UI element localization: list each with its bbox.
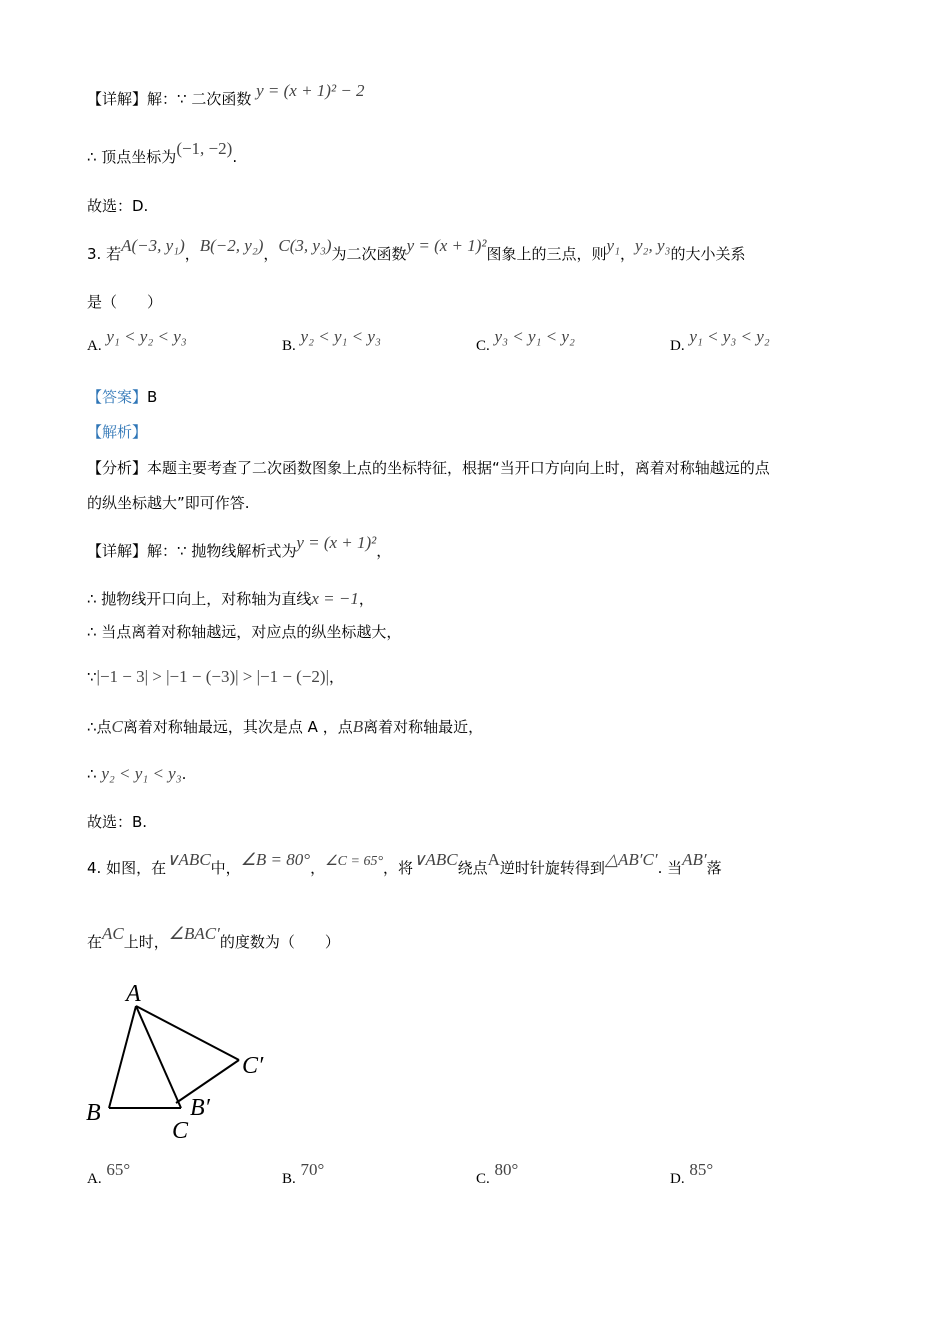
edge-ac-prime	[136, 1006, 239, 1060]
question-number: 4.	[87, 859, 102, 877]
segment-ac: AC	[102, 924, 124, 943]
analyze-label: 【分析】	[87, 459, 148, 477]
stem-text: . 当	[657, 859, 683, 877]
answer-value: B	[147, 388, 158, 406]
q3-option-d[interactable]	[670, 327, 770, 355]
option-label: D.	[670, 338, 685, 354]
q2-choice: 故选：D.	[87, 197, 149, 215]
q4-option-b[interactable]	[282, 1160, 325, 1188]
point-b: B(−2, y₂)	[199, 236, 264, 255]
q3-analyze-line1	[87, 458, 770, 478]
q3-step3	[87, 667, 344, 687]
edge-ab	[109, 1006, 136, 1108]
stem-text: 绕点	[457, 859, 488, 877]
option-math: 85°	[689, 1160, 714, 1179]
q3-step2: ∴ 当点离着对称轴越远，对应点的纵坐标越大，	[87, 623, 402, 641]
question-number: 3.	[87, 245, 102, 263]
q3-option-b[interactable]	[282, 327, 381, 355]
q3-step4	[87, 717, 483, 737]
option-label: D.	[670, 1171, 685, 1187]
label-a: A	[126, 981, 141, 1007]
triangle-ab-prime-c-prime: △AB′C′	[604, 850, 658, 869]
option-math: y₃ < y₁ < y₂	[494, 327, 575, 346]
option-label: B.	[282, 338, 296, 354]
step-text: ∴ 抛物线开口向上，对称轴为直线	[87, 590, 312, 608]
q2-detail-line	[87, 81, 365, 109]
option-math: y₁ < y₃ < y₂	[689, 327, 770, 346]
q4-option-c[interactable]	[476, 1160, 519, 1188]
separator: ，	[329, 668, 345, 686]
q3-stem-line1	[87, 236, 746, 264]
vertex-prefix: ∴ 顶点坐标为	[87, 148, 177, 166]
segment-ab-prime: AB′	[682, 850, 707, 869]
option-math: 80°	[494, 1160, 519, 1179]
option-label: A.	[87, 338, 102, 354]
option-math: y₂ < y₁ < y₃	[300, 327, 381, 346]
detail-label: 【详解】	[87, 90, 148, 108]
angle-b: ∠B = 80°	[240, 850, 311, 869]
q2-vertex-line	[87, 139, 238, 167]
y2-y3: y₂, y₃	[635, 236, 671, 255]
axis-formula: x = −1	[311, 589, 359, 608]
separator: ，	[620, 245, 636, 263]
detail-formula: y = (x + 1)²	[296, 533, 377, 552]
vertex-suffix: .	[232, 148, 238, 166]
point-a: A	[487, 850, 500, 869]
stem-text: 图象上的三点，则	[486, 245, 607, 263]
q4-option-d[interactable]	[670, 1160, 714, 1188]
step-text: 离着对称轴最近，	[363, 718, 484, 736]
y1: y₁	[606, 236, 620, 255]
stem-text: ，将	[383, 859, 414, 877]
separator: ，	[376, 542, 392, 560]
detail-text: 解：∵ 抛物线解析式为	[147, 542, 297, 560]
label-c-prime: C′	[242, 1053, 264, 1079]
angle-c: ∠C = 65°	[325, 854, 384, 869]
stem-text: 中，	[210, 859, 241, 877]
q3-analyze-line2: 的纵坐标越大”即可作答.	[87, 494, 250, 512]
step-text: ∴点	[87, 718, 112, 736]
function-formula: y = (x + 1)² − 2	[256, 81, 365, 100]
because-symbol: ∵	[87, 668, 97, 686]
stem-text: 逆时针旋转得到	[499, 859, 605, 877]
label-c: C	[172, 1118, 189, 1144]
stem-text: 的大小关系	[670, 245, 746, 263]
q3-stem-line2: 是（ ）	[87, 293, 163, 311]
q3-step5	[87, 764, 186, 784]
step-text: 离着对称轴最远，其次是点 A ，点	[122, 718, 353, 736]
angle-bac-prime: ∠BAC′	[168, 924, 220, 943]
label-b: B	[86, 1100, 101, 1126]
stem-text: 落	[706, 859, 722, 877]
distance-comparison: |−1 − 3| > |−1 − (−3)| > |−1 − (−2)|	[96, 667, 329, 686]
option-label: A.	[87, 1171, 102, 1187]
q4-stem-line1	[87, 850, 722, 880]
stem-text: 在	[87, 933, 103, 951]
q4-option-a[interactable]	[87, 1160, 131, 1188]
detail-text: 解：∵ 二次函数	[147, 90, 252, 108]
point-a: A(−3, y₁)	[121, 236, 185, 255]
q3-step1	[87, 589, 374, 609]
stem-text: 为二次函数	[331, 245, 407, 263]
separator: .	[181, 765, 187, 783]
option-math: 70°	[300, 1160, 325, 1179]
option-label: C.	[476, 1171, 490, 1187]
stem-text: 若	[106, 245, 122, 263]
option-label: B.	[282, 1171, 296, 1187]
vertex-coordinate: (−1, −2)	[176, 139, 233, 158]
triangle-abc: ∨ABC	[166, 850, 211, 869]
edge-ac	[136, 1006, 181, 1108]
q3-option-c[interactable]	[476, 327, 575, 355]
separator: ，	[263, 245, 279, 263]
triangle-abc: ∨ABC	[413, 850, 458, 869]
stem-text: 的度数为（ ）	[219, 933, 340, 951]
rotation-figure	[82, 975, 282, 1145]
q3-analysis-label: 【解析】	[87, 423, 148, 441]
analyze-text: 本题主要考查了二次函数图象上点的坐标特征，根据“当开口方向向上时，离着对称轴越远的点	[147, 459, 770, 477]
option-math: y₁ < y₂ < y₃	[106, 327, 187, 346]
q3-detail-line	[87, 533, 392, 561]
point-c: C(3, y₃)	[278, 236, 332, 255]
stem-text: 上时，	[123, 933, 169, 951]
option-math: 65°	[106, 1160, 131, 1179]
label-b-prime: B′	[190, 1095, 210, 1121]
q3-choice: 故选：B.	[87, 813, 148, 831]
q3-option-a[interactable]	[87, 327, 187, 355]
stem-text: ，	[310, 859, 326, 877]
point-c-label: C	[111, 717, 123, 736]
answer-label: 【答案】	[87, 388, 148, 406]
function-formula: y = (x + 1)²	[406, 236, 487, 255]
option-label: C.	[476, 338, 490, 354]
q3-answer-line	[87, 387, 157, 407]
separator: ，	[184, 245, 200, 263]
q4-stem-line2	[87, 924, 340, 952]
separator: ，	[358, 590, 374, 608]
result-inequality: y₂ < y₁ < y₃	[101, 764, 182, 783]
point-b-label: B	[352, 717, 364, 736]
therefore-symbol: ∴	[87, 765, 97, 783]
detail-label: 【详解】	[87, 542, 148, 560]
stem-text: 如图，在	[106, 859, 167, 877]
